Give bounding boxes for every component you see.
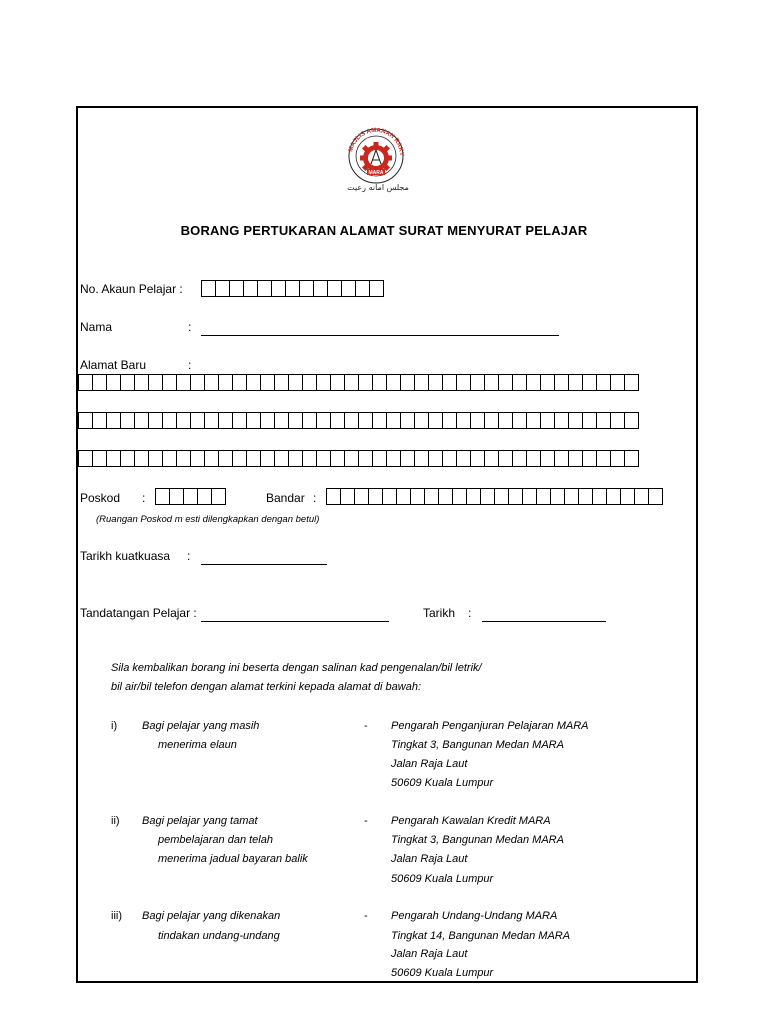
char-box[interactable] (190, 374, 205, 391)
char-box[interactable] (92, 450, 107, 467)
char-box[interactable] (554, 374, 569, 391)
char-box[interactable] (494, 488, 509, 505)
char-box[interactable] (190, 412, 205, 429)
char-box[interactable] (358, 450, 373, 467)
date-colon: : (468, 606, 472, 620)
char-box[interactable] (610, 450, 625, 467)
mara-logo-icon (340, 124, 420, 200)
item-desc-line: Bagi pelajar yang dikenakan (142, 910, 281, 922)
account-number-input[interactable] (201, 280, 383, 297)
signature-label: Tandatangan Pelajar : (80, 606, 197, 620)
address-row-1[interactable] (78, 374, 638, 391)
char-box[interactable] (260, 374, 275, 391)
char-box[interactable] (326, 488, 341, 505)
char-box[interactable] (229, 280, 244, 297)
char-box[interactable] (512, 450, 527, 467)
logo-ring-text: MAJLIS AMANAH RAKY (347, 126, 406, 156)
char-box[interactable] (470, 450, 485, 467)
char-box[interactable] (316, 450, 331, 467)
char-box[interactable] (344, 374, 359, 391)
char-box[interactable] (78, 412, 93, 429)
char-box[interactable] (372, 412, 387, 429)
form-title: BORANG PERTUKARAN ALAMAT SURAT MENYURAT PELAJAR (180, 223, 588, 238)
name-colon: : (188, 320, 192, 334)
char-box[interactable] (484, 412, 499, 429)
address-row-2[interactable] (78, 412, 638, 429)
char-box[interactable] (340, 488, 355, 505)
char-box[interactable] (369, 280, 384, 297)
char-box[interactable] (243, 280, 258, 297)
char-box[interactable] (428, 412, 443, 429)
char-box[interactable] (414, 412, 429, 429)
char-box[interactable] (452, 488, 467, 505)
char-box[interactable] (204, 374, 219, 391)
char-box[interactable] (386, 374, 401, 391)
char-box[interactable] (246, 412, 261, 429)
item-desc-line: pembelajaran dan telah (158, 834, 273, 846)
char-box[interactable] (456, 374, 471, 391)
char-box[interactable] (288, 450, 303, 467)
char-box[interactable] (582, 374, 597, 391)
char-box[interactable] (498, 412, 513, 429)
item-desc-line: Bagi pelajar yang tamat (142, 815, 258, 827)
char-box[interactable] (176, 412, 191, 429)
instructions-line-2: bil air/bil telefon dengan alamat terkini kepada alamat di bawah: (111, 681, 422, 693)
char-box[interactable] (246, 450, 261, 467)
char-box[interactable] (386, 412, 401, 429)
char-box[interactable] (522, 488, 537, 505)
char-box[interactable] (410, 488, 425, 505)
char-box[interactable] (232, 450, 247, 467)
char-box[interactable] (190, 450, 205, 467)
item-address-line: Jalan Raja Laut (391, 758, 468, 770)
char-box[interactable] (218, 450, 233, 467)
char-box[interactable] (183, 488, 198, 505)
char-box[interactable] (624, 374, 639, 391)
char-box[interactable] (428, 374, 443, 391)
char-box[interactable] (526, 450, 541, 467)
postcode-label: Poskod (80, 491, 121, 505)
char-box[interactable] (372, 374, 387, 391)
effective-date-label: Tarikh kuatkuasa (80, 549, 171, 563)
date-label: Tarikh (423, 606, 456, 620)
char-box[interactable] (148, 374, 163, 391)
char-box[interactable] (285, 280, 300, 297)
date-field[interactable] (482, 621, 606, 622)
item-address-line: 50609 Kuala Lumpur (391, 873, 494, 885)
char-box[interactable] (288, 374, 303, 391)
char-box[interactable] (554, 450, 569, 467)
char-box[interactable] (456, 450, 471, 467)
item-address-line: Tingkat 3, Bangunan Medan MARA (391, 834, 564, 846)
char-box[interactable] (120, 374, 135, 391)
char-box[interactable] (498, 374, 513, 391)
char-box[interactable] (344, 412, 359, 429)
char-box[interactable] (260, 412, 275, 429)
char-box[interactable] (536, 488, 551, 505)
char-box[interactable] (176, 450, 191, 467)
char-box[interactable] (260, 450, 275, 467)
char-box[interactable] (197, 488, 212, 505)
char-box[interactable] (596, 450, 611, 467)
char-box[interactable] (316, 374, 331, 391)
char-box[interactable] (484, 374, 499, 391)
char-box[interactable] (596, 412, 611, 429)
char-box[interactable] (330, 374, 345, 391)
char-box[interactable] (78, 450, 93, 467)
item-dash: - (364, 910, 368, 922)
char-box[interactable] (456, 412, 471, 429)
char-box[interactable] (246, 374, 261, 391)
signature-field[interactable] (201, 621, 389, 622)
char-box[interactable] (564, 488, 579, 505)
char-box[interactable] (414, 374, 429, 391)
char-box[interactable] (341, 280, 356, 297)
char-box[interactable] (382, 488, 397, 505)
char-box[interactable] (271, 280, 286, 297)
char-box[interactable] (424, 488, 439, 505)
char-box[interactable] (148, 412, 163, 429)
char-box[interactable] (204, 412, 219, 429)
char-box[interactable] (354, 488, 369, 505)
char-box[interactable] (400, 374, 415, 391)
char-box[interactable] (302, 374, 317, 391)
char-box[interactable] (466, 488, 481, 505)
char-box[interactable] (155, 488, 170, 505)
char-box[interactable] (218, 374, 233, 391)
char-box[interactable] (302, 450, 317, 467)
city-colon: : (313, 491, 317, 505)
char-box[interactable] (624, 412, 639, 429)
account-label: No. Akaun Pelajar : (80, 282, 183, 296)
char-box[interactable] (428, 450, 443, 467)
effective-date-field[interactable] (201, 564, 327, 565)
char-box[interactable] (480, 488, 495, 505)
item-address-line: Pengarah Undang-Undang MARA (391, 910, 558, 922)
char-box[interactable] (512, 412, 527, 429)
char-box[interactable] (274, 412, 289, 429)
char-box[interactable] (512, 374, 527, 391)
char-box[interactable] (120, 412, 135, 429)
item-desc-line: tindakan undang-undang (158, 930, 280, 942)
char-box[interactable] (274, 450, 289, 467)
char-box[interactable] (634, 488, 649, 505)
char-box[interactable] (592, 488, 607, 505)
char-box[interactable] (201, 280, 216, 297)
char-box[interactable] (232, 412, 247, 429)
char-box[interactable] (78, 374, 93, 391)
char-box[interactable] (218, 412, 233, 429)
char-box[interactable] (313, 280, 328, 297)
item-dash: - (364, 815, 368, 827)
item-address-line: Tingkat 14, Bangunan Medan MARA (391, 930, 571, 942)
char-box[interactable] (414, 450, 429, 467)
char-box[interactable] (204, 450, 219, 467)
item-address-line: Jalan Raja Laut (391, 948, 468, 960)
char-box[interactable] (162, 450, 177, 467)
char-box[interactable] (550, 488, 565, 505)
char-box[interactable] (400, 412, 415, 429)
char-box[interactable] (540, 374, 555, 391)
address-colon: : (188, 358, 192, 372)
logo-script-text: مجلس امانه رعيت (347, 183, 409, 192)
char-box[interactable] (120, 450, 135, 467)
char-box[interactable] (232, 374, 247, 391)
item-number: ii) (111, 815, 120, 827)
char-box[interactable] (162, 412, 177, 429)
char-box[interactable] (596, 374, 611, 391)
char-box[interactable] (134, 374, 149, 391)
char-box[interactable] (288, 412, 303, 429)
char-box[interactable] (526, 412, 541, 429)
item-dash: - (364, 720, 368, 732)
char-box[interactable] (106, 412, 121, 429)
char-box[interactable] (484, 450, 499, 467)
item-desc-line: Bagi pelajar yang masih (142, 720, 260, 732)
name-label: Nama (80, 320, 113, 334)
char-box[interactable] (92, 374, 107, 391)
address-label: Alamat Baru (80, 358, 147, 372)
char-box[interactable] (498, 450, 513, 467)
char-box[interactable] (257, 280, 272, 297)
char-box[interactable] (386, 450, 401, 467)
item-address-line: 50609 Kuala Lumpur (391, 967, 494, 979)
char-box[interactable] (508, 488, 523, 505)
char-box[interactable] (215, 280, 230, 297)
item-address-line: Pengarah Penganjuran Pelajaran MARA (391, 720, 589, 732)
char-box[interactable] (610, 412, 625, 429)
name-field[interactable] (201, 335, 559, 336)
char-box[interactable] (554, 412, 569, 429)
char-box[interactable] (330, 412, 345, 429)
char-box[interactable] (568, 412, 583, 429)
char-box[interactable] (299, 280, 314, 297)
item-number: iii) (111, 910, 122, 922)
postcode-note: (Ruangan Poskod m esti dilengkapkan dengan betul) (96, 514, 320, 525)
effective-date-colon: : (187, 549, 191, 563)
char-box[interactable] (540, 412, 555, 429)
char-box[interactable] (316, 412, 331, 429)
char-box[interactable] (169, 488, 184, 505)
item-number: i) (111, 720, 118, 732)
char-box[interactable] (470, 374, 485, 391)
char-box[interactable] (358, 374, 373, 391)
char-box[interactable] (442, 412, 457, 429)
char-box[interactable] (620, 488, 635, 505)
char-box[interactable] (368, 488, 383, 505)
logo-badge-text: MARA (368, 170, 384, 176)
char-box[interactable] (106, 450, 121, 467)
char-box[interactable] (358, 412, 373, 429)
instructions-line-1: Sila kembalikan borang ini beserta dengan salinan kad pengenalan/bil letrik/ (111, 662, 482, 674)
char-box[interactable] (442, 450, 457, 467)
char-box[interactable] (106, 374, 121, 391)
char-box[interactable] (162, 374, 177, 391)
char-box[interactable] (606, 488, 621, 505)
char-box[interactable] (540, 450, 555, 467)
char-box[interactable] (134, 450, 149, 467)
char-box[interactable] (274, 374, 289, 391)
postcode-colon: : (142, 491, 146, 505)
char-box[interactable] (526, 374, 541, 391)
char-box[interactable] (355, 280, 370, 297)
char-box[interactable] (372, 450, 387, 467)
char-box[interactable] (624, 450, 639, 467)
char-box[interactable] (176, 374, 191, 391)
char-box[interactable] (578, 488, 593, 505)
char-box[interactable] (211, 488, 226, 505)
char-box[interactable] (610, 374, 625, 391)
char-box[interactable] (648, 488, 663, 505)
char-box[interactable] (582, 412, 597, 429)
address-row-3[interactable] (78, 450, 638, 467)
item-address-line: Jalan Raja Laut (391, 853, 468, 865)
char-box[interactable] (568, 450, 583, 467)
char-box[interactable] (344, 450, 359, 467)
item-address-line: Tingkat 3, Bangunan Medan MARA (391, 739, 564, 751)
item-desc-line: menerima elaun (158, 739, 237, 751)
char-box[interactable] (148, 450, 163, 467)
char-box[interactable] (582, 450, 597, 467)
char-box[interactable] (400, 450, 415, 467)
char-box[interactable] (327, 280, 342, 297)
char-box[interactable] (330, 450, 345, 467)
char-box[interactable] (442, 374, 457, 391)
item-address-line: Pengarah Kawalan Kredit MARA (391, 815, 551, 827)
char-box[interactable] (470, 412, 485, 429)
item-address-line: 50609 Kuala Lumpur (391, 777, 494, 789)
char-box[interactable] (438, 488, 453, 505)
city-input[interactable] (326, 488, 662, 505)
char-box[interactable] (92, 412, 107, 429)
postcode-input[interactable] (155, 488, 225, 505)
char-box[interactable] (396, 488, 411, 505)
item-desc-line: menerima jadual bayaran balik (158, 853, 308, 865)
city-label: Bandar (266, 491, 305, 505)
char-box[interactable] (134, 412, 149, 429)
char-box[interactable] (568, 374, 583, 391)
char-box[interactable] (302, 412, 317, 429)
